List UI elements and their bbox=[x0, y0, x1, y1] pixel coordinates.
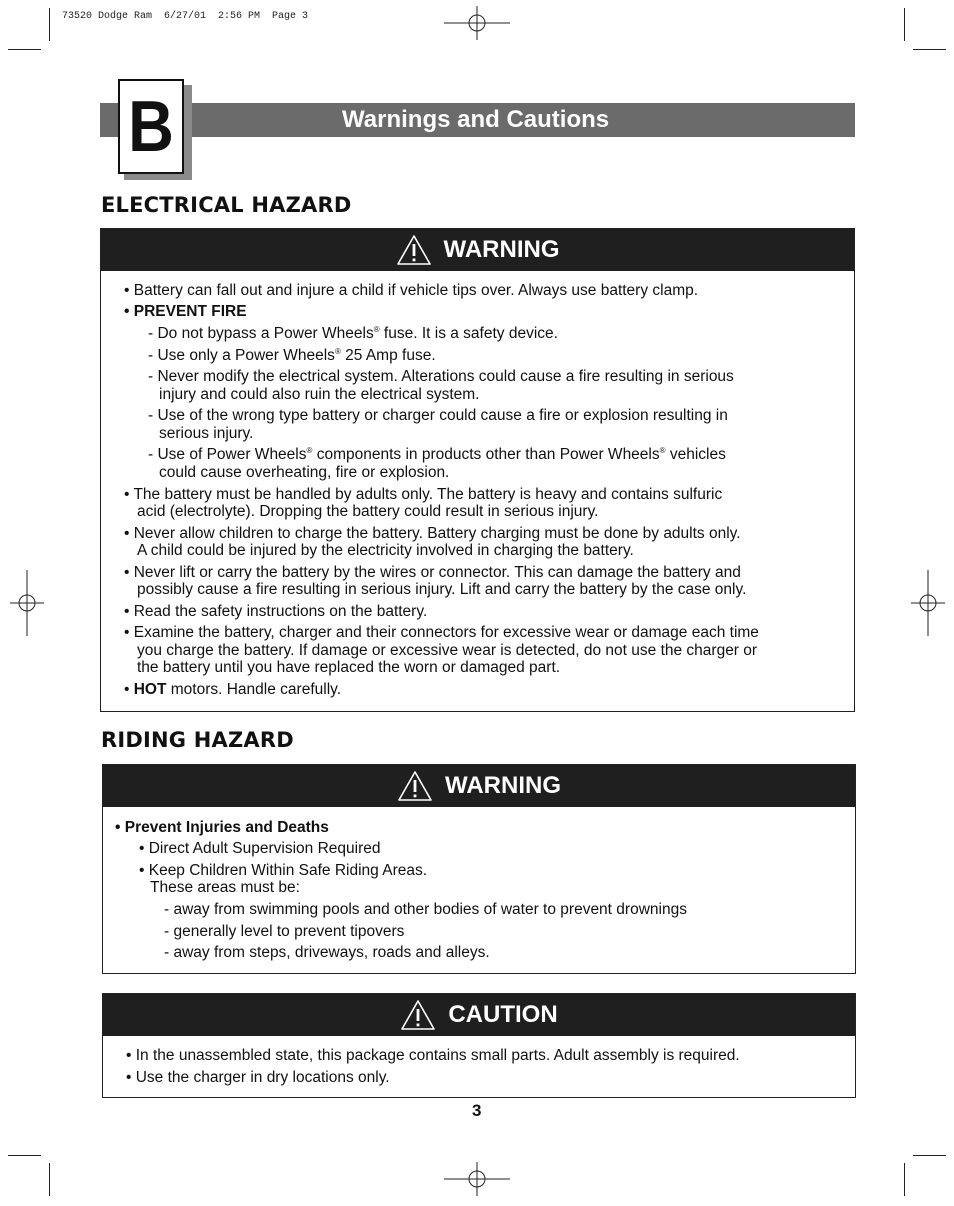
registered-trademark: ® bbox=[334, 347, 341, 356]
crop-mark bbox=[904, 8, 905, 41]
list-item: • Examine the battery, charger and their connectors for excessive wear or damage each time bbox=[124, 624, 759, 641]
crop-mark bbox=[49, 1163, 50, 1196]
chapter-letter: B bbox=[128, 86, 174, 167]
section-heading-electrical: ELECTRICAL HAZARD bbox=[101, 193, 352, 217]
warning-triangle-icon bbox=[400, 999, 436, 1031]
list-item: • Prevent Injuries and Deaths bbox=[115, 819, 329, 836]
registered-trademark: ® bbox=[373, 325, 380, 334]
warning-triangle-icon bbox=[397, 770, 433, 802]
crop-mark bbox=[904, 1163, 905, 1196]
list-item: A child could be injured by the electricity involved in charging the battery. bbox=[137, 542, 634, 559]
list-item: you charge the battery. If damage or excessive wear is detected, do not use the charger or bbox=[137, 642, 758, 659]
warning-header bbox=[101, 229, 854, 271]
list-item: acid (electrolyte). Dropping the battery could result in serious injury. bbox=[137, 503, 599, 520]
registration-mark-icon bbox=[444, 1162, 510, 1196]
chapter-tab bbox=[118, 79, 184, 174]
list-item: • Direct Adult Supervision Required bbox=[139, 840, 381, 857]
list-item: the battery until you have replaced the worn or damaged part. bbox=[137, 659, 561, 676]
electrical-warning-panel bbox=[100, 228, 855, 712]
section-heading-riding: RIDING HAZARD bbox=[101, 728, 294, 752]
list-item: - generally level to prevent tipovers bbox=[164, 923, 405, 940]
list-item: These areas must be: bbox=[150, 879, 300, 896]
list-item: - away from swimming pools and other bodies of water to prevent drownings bbox=[164, 901, 687, 918]
print-slug: 73520 Dodge Ram 6/27/01 2:56 PM Page 3 bbox=[62, 11, 309, 22]
registration-mark-icon bbox=[444, 6, 510, 40]
list-item: - Use of the wrong type battery or charger could cause a fire or explosion resulting in bbox=[148, 407, 728, 424]
list-item: • PREVENT FIRE bbox=[124, 303, 247, 320]
list-item: • HOT motors. Handle carefully. bbox=[124, 681, 342, 698]
list-item: could cause overheating, fire or explosion. bbox=[159, 464, 450, 481]
caution-panel bbox=[102, 993, 856, 1098]
caution-header bbox=[103, 994, 855, 1036]
crop-mark bbox=[49, 8, 50, 41]
list-item: - away from steps, driveways, roads and alleys. bbox=[164, 944, 490, 961]
list-item: serious injury. bbox=[159, 425, 254, 442]
page-number: 3 bbox=[472, 1101, 482, 1120]
list-item: • In the unassembled state, this package contains small parts. Adult assembly is required. bbox=[126, 1047, 740, 1064]
list-item: - Never modify the electrical system. Alterations could cause a fire resulting in serious bbox=[148, 368, 734, 385]
crop-mark bbox=[8, 1155, 41, 1156]
registered-trademark: ® bbox=[659, 446, 666, 455]
list-item: • The battery must be handled by adults only. The battery is heavy and contains sulfuric bbox=[124, 486, 723, 503]
registered-trademark: ® bbox=[306, 446, 313, 455]
list-item: • Never allow children to charge the battery. Battery charging must be done by adults only. bbox=[124, 525, 741, 542]
riding-warning-panel bbox=[102, 764, 856, 974]
warning-label: WARNING bbox=[445, 772, 561, 799]
list-item: • Read the safety instructions on the battery. bbox=[124, 603, 428, 620]
registration-mark-icon bbox=[911, 570, 945, 636]
list-item: - Use only a Power Wheels® 25 Amp fuse. bbox=[148, 347, 436, 364]
page-title: Warnings and Cautions bbox=[342, 106, 610, 133]
caution-label: CAUTION bbox=[448, 1001, 558, 1028]
registration-mark-icon bbox=[10, 570, 44, 636]
warning-label: WARNING bbox=[443, 236, 560, 263]
list-item: • Never lift or carry the battery by the wires or connector. This can damage the battery and bbox=[124, 564, 741, 581]
list-item: • Use the charger in dry locations only. bbox=[126, 1069, 390, 1086]
crop-mark bbox=[913, 49, 946, 50]
list-item: possibly cause a fire resulting in serious injury. Lift and carry the battery by the case only. bbox=[137, 581, 747, 598]
list-item: - Do not bypass a Power Wheels® fuse. It is a safety device. bbox=[148, 325, 558, 342]
crop-mark bbox=[913, 1155, 946, 1156]
list-item: injury and could also ruin the electrical system. bbox=[159, 386, 480, 403]
list-item: • Battery can fall out and injure a child if vehicle tips over. Always use battery clamp. bbox=[124, 282, 699, 299]
list-item: • Keep Children Within Safe Riding Areas. bbox=[139, 862, 428, 879]
list-item: - Use of Power Wheels® components in products other than Power Wheels® vehicles bbox=[148, 446, 726, 463]
warning-header bbox=[103, 765, 855, 807]
crop-mark bbox=[8, 49, 41, 50]
warning-triangle-icon bbox=[396, 234, 432, 266]
